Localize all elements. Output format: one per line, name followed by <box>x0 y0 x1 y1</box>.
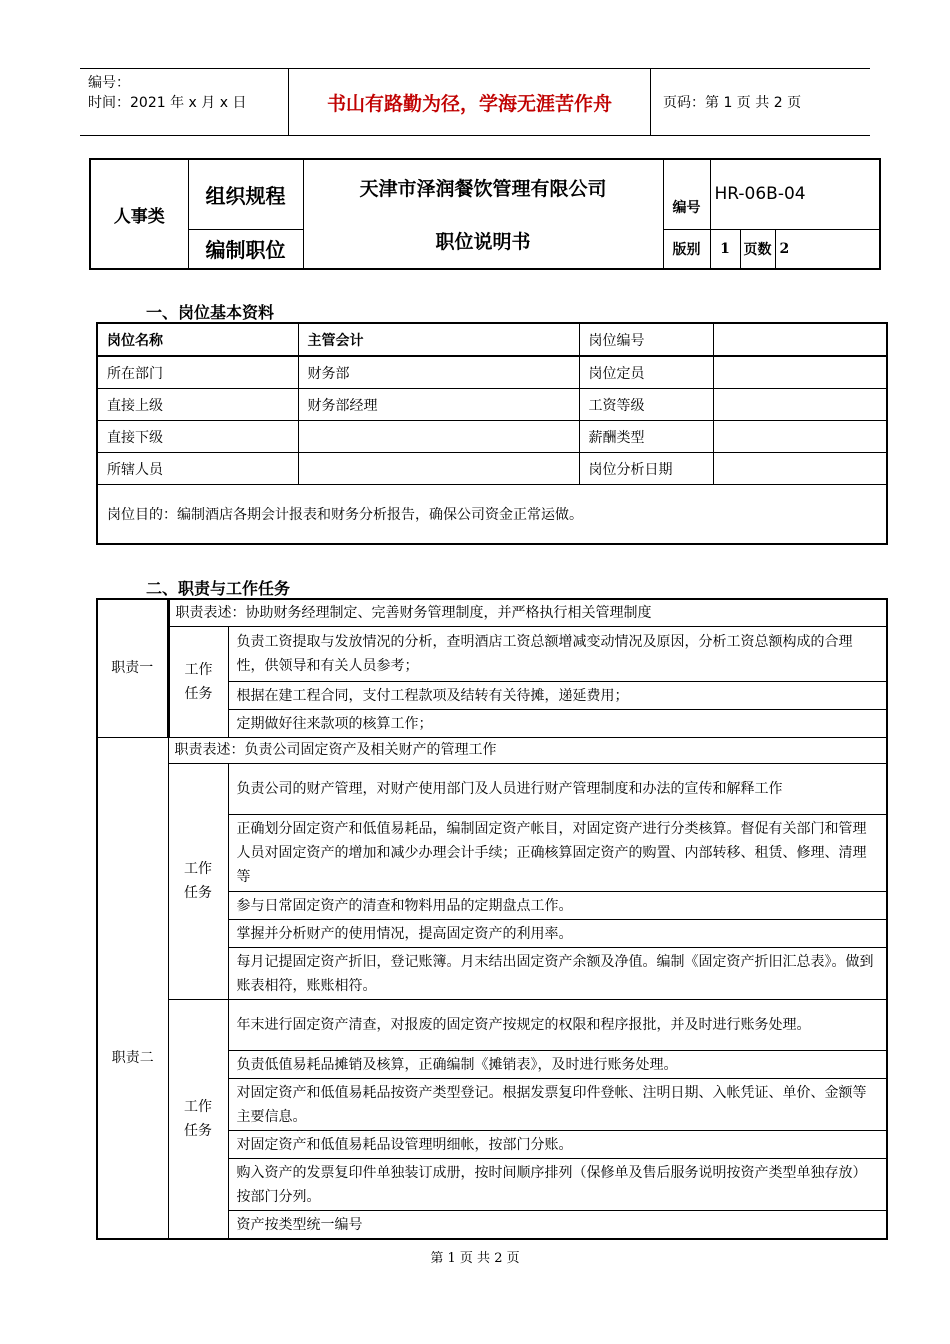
cell: 岗位分析日期 <box>579 453 713 485</box>
cell <box>713 453 887 485</box>
basic-info-table <box>96 322 888 545</box>
cell: 主管会计 <box>298 323 579 356</box>
cell: 所在部门 <box>97 356 298 389</box>
version-value: 1 <box>710 229 740 269</box>
number-label: 编号： <box>88 75 130 91</box>
table-row <box>97 421 887 453</box>
version-label: 版别 <box>663 229 710 269</box>
duties-table <box>96 598 888 1240</box>
cell <box>713 421 887 453</box>
title-box <box>89 158 881 270</box>
cell <box>713 323 887 356</box>
page-footer: 第 1 页 共 2 页 <box>430 1251 520 1266</box>
list-item: 定期做好往来款项的核算工作； <box>228 709 887 737</box>
cell <box>298 421 579 453</box>
table-row <box>97 389 887 421</box>
table-row <box>97 763 887 814</box>
cell: 岗位名称 <box>97 323 298 356</box>
role-label: 编制职位 <box>188 229 303 269</box>
company-title-cell <box>303 159 663 269</box>
list-item: 资产按类型统一编号 <box>228 1210 887 1239</box>
header-meta <box>80 69 289 136</box>
duty1-label: 职责一 <box>97 599 168 737</box>
category-cell: 人事类 <box>90 159 188 269</box>
list-item: 负责公司的财产管理，对财产使用部门及人员进行财产管理制度和办法的宣传和解释工作 <box>228 763 887 814</box>
company-name: 天津市泽润餐饮管理有限公司 <box>359 178 607 200</box>
cell: 所辖人员 <box>97 453 298 485</box>
cell: 直接上级 <box>97 389 298 421</box>
table-row <box>97 356 887 389</box>
org-label: 组织规程 <box>188 159 303 229</box>
table-row <box>97 737 887 763</box>
task-label: 工作任务 <box>184 1098 212 1139</box>
table-row <box>97 599 887 626</box>
cell: 直接下级 <box>97 421 298 453</box>
list-item: 正确划分固定资产和低值易耗品，编制固定资产帐目，对固定资产进行分类核算。督促有关部门和管理人员对固定资产的增加和减少办理会计手续；正确核算固定资产的购置、内部转移、租赁、修理、清理等 <box>228 814 887 891</box>
table-row <box>97 999 887 1050</box>
list-item: 对固定资产和低值易耗品设管理明细帐，按部门分账。 <box>228 1130 887 1158</box>
position-purpose: 岗位目的：编制酒店各期会计报表和财务分析报告，确保公司资金正常运做。 <box>97 485 887 545</box>
cell: 薪酬类型 <box>579 421 713 453</box>
cell: 工资等级 <box>579 389 713 421</box>
cell <box>713 389 887 421</box>
cell: 财务部经理 <box>298 389 579 421</box>
duty2-statement: 职责表述：负责公司固定资产及相关财产的管理工作 <box>168 737 887 763</box>
list-item: 每月记提固定资产折旧，登记账簿。月末结出固定资产余额及净值。编制《固定资产折旧汇总表》。做到账表相符，账账相符。 <box>228 947 887 999</box>
page-header <box>80 68 870 136</box>
table-row <box>97 453 887 485</box>
cell <box>298 453 579 485</box>
list-item: 负责工资提取与发放情况的分析，查明酒店工资总额增减变动情况及原因，分析工资总额构成的合理性，供领导和有关人员参考； <box>228 626 887 681</box>
duty1-statement: 职责表述：协助财务经理制定、完善财务管理制度，并严格执行相关管理制度 <box>168 599 887 626</box>
list-item: 购入资产的发票复印件单独装订成册，按时间顺序排列（保修单及售后服务说明按资产类型单独存放）按部门分列。 <box>228 1158 887 1210</box>
duty1-task-label <box>168 626 228 737</box>
cell: 财务部 <box>298 356 579 389</box>
section2-title: 二、职责与工作任务 <box>146 579 291 598</box>
table-row <box>97 485 887 545</box>
section1-title: 一、岗位基本资料 <box>146 303 275 322</box>
cell: 岗位编号 <box>579 323 713 356</box>
list-item: 掌握并分析财产的使用情况，提高固定资产的利用率。 <box>228 919 887 947</box>
pages-value: 2 <box>775 229 880 269</box>
list-item: 对固定资产和低值易耗品按资产类型登记。根据发票复印件登帐、注明日期、入帐凭证、单价、金额等主要信息。 <box>228 1078 887 1130</box>
duty2-task-label-a <box>168 763 228 999</box>
cell: 岗位定员 <box>579 356 713 389</box>
table-row <box>97 323 887 356</box>
pages-label: 页数 <box>740 229 775 269</box>
task-label: 工作任务 <box>184 661 213 702</box>
code-label: 编号 <box>663 159 710 229</box>
doc-title: 职位说明书 <box>435 231 531 253</box>
list-item: 参与日常固定资产的清查和物料用品的定期盘点工作。 <box>228 891 887 919</box>
list-item: 负责低值易耗品摊销及核算，正确编制《摊销表》，及时进行账务处理。 <box>228 1050 887 1078</box>
date-label: 时间：2021 年 x 月 x 日 <box>88 95 247 111</box>
motto: 书山有路勤为径，学海无涯苦作舟 <box>289 69 651 136</box>
list-item: 根据在建工程合同，支付工程款项及结转有关待摊，递延费用； <box>228 681 887 709</box>
task-label: 工作任务 <box>184 861 212 901</box>
list-item: 年末进行固定资产清查，对报废的固定资产按规定的权限和程序报批，并及时进行账务处理。 <box>228 999 887 1050</box>
page-info: 页码：第 1 页 共 2 页 <box>663 95 802 111</box>
duty2-task-label-b <box>168 999 228 1239</box>
table-row <box>97 626 887 681</box>
duty2-label: 职责二 <box>97 737 168 1239</box>
code-value: HR-06B-04 <box>710 159 880 229</box>
cell <box>713 356 887 389</box>
